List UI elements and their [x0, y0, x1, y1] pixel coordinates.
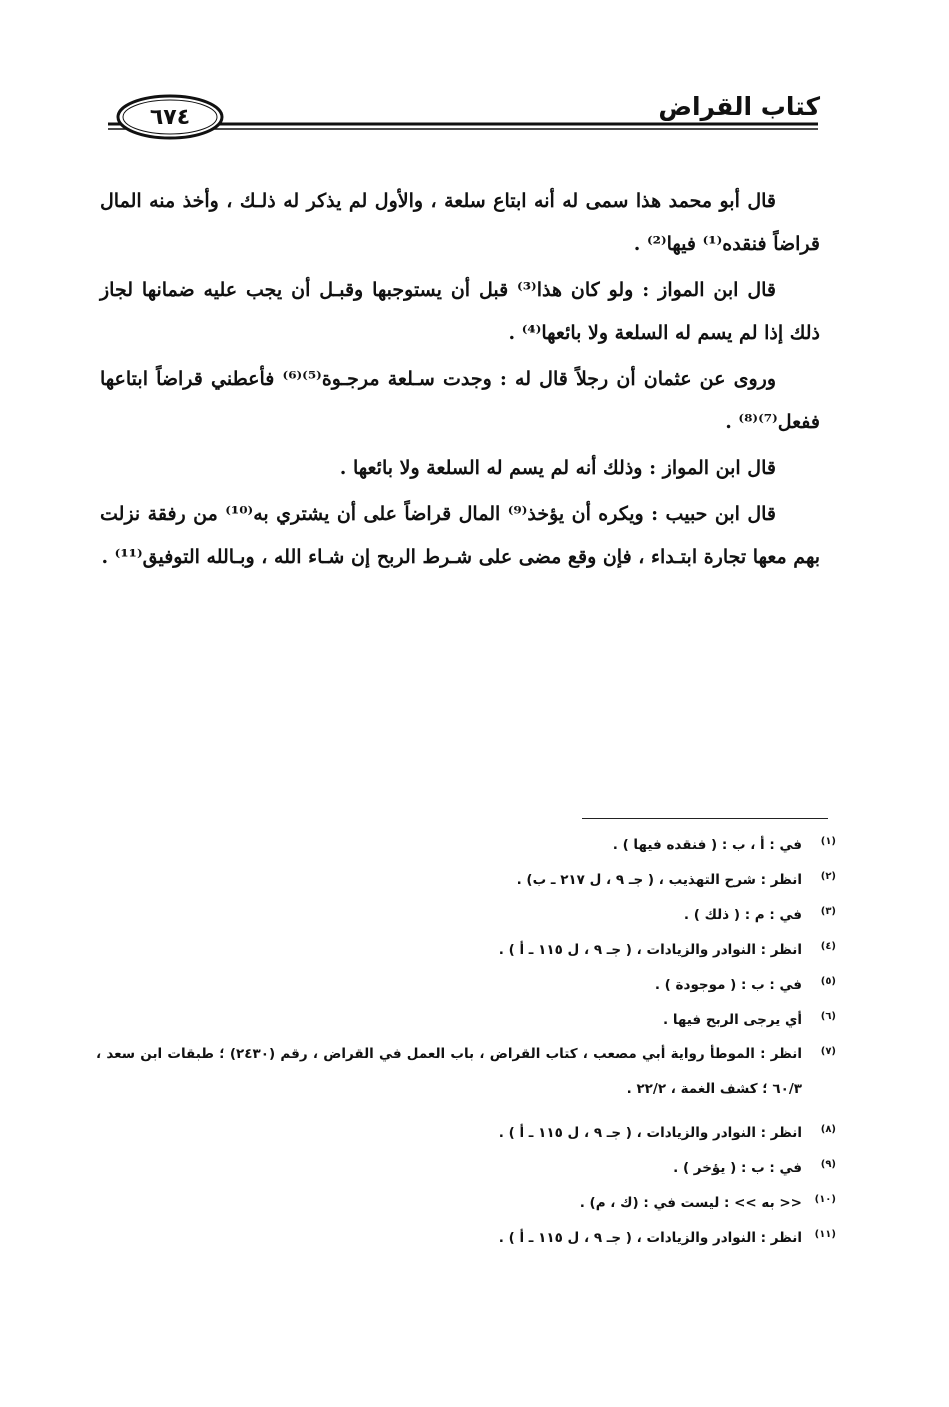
footnote-number: (٦) — [820, 1011, 836, 1022]
footnotes — [96, 836, 836, 1264]
footnote-number: (١١) — [814, 1229, 836, 1240]
footnote-text: في : م : ( ذلك ) . — [683, 907, 802, 923]
footnote-separator — [582, 818, 828, 819]
footnote-text: انظر : النوادر والزيادات ، ( جـ ٩ ، ل ١١٥ ـ أ ) . — [498, 1125, 802, 1141]
footnote-text: أي يرجى الربح فيها . — [662, 1012, 802, 1028]
footnote — [96, 906, 836, 924]
footnote — [96, 836, 836, 854]
paragraph: قال ابن المواز : وذلك أنه لم يسم له السلعة ولا بائعها . — [339, 457, 776, 479]
footnote — [96, 1229, 836, 1247]
book-title: كتاب القراض — [658, 92, 820, 121]
footnote-number: (٩) — [820, 1159, 836, 1170]
footnote-text: انظر : النوادر والزيادات ، ( جـ ٩ ، ل ١١٥ ـ أ ) . — [498, 942, 802, 958]
footnote-number: (١٠) — [814, 1194, 836, 1205]
footnote-text: انظر : الموطأ رواية أبي مصعب ، كتاب القراض ، باب العمل في القراض ، رقم (٢٤٣٠) ؛ طبقات ابن سعد ، ٦٠/٣ ؛ كشف الغمة ، ٢٢/٢ . — [96, 1046, 802, 1097]
page-header — [100, 88, 820, 168]
footnote-number: (٤) — [820, 941, 836, 952]
main-text — [100, 180, 820, 582]
footnote-text: في : ب : ( يؤخر ) . — [673, 1160, 802, 1176]
footnote-number: (٢) — [820, 871, 836, 882]
footnote-text: انظر : شرح التهذيب ، ( جـ ٩ ، ل ٢١٧ ـ ب) . — [516, 872, 802, 888]
footnote-number: (٥) — [820, 976, 836, 987]
footnote — [96, 1124, 836, 1142]
footnote-text: << به >> : ليست في : (ك ، م) . — [579, 1195, 802, 1211]
footnote — [96, 1194, 836, 1212]
footnote — [96, 1159, 836, 1177]
footnote-text: انظر : النوادر والزيادات ، ( جـ ٩ ، ل ١١٥ ـ أ ) . — [498, 1230, 802, 1246]
footnote — [96, 1046, 836, 1107]
footnote-text: في : أ ، ب : ( فنقده فيها ) . — [612, 837, 802, 853]
footnote — [96, 871, 836, 889]
page-number: ٦٧٤ — [149, 104, 191, 130]
footnote — [96, 976, 836, 994]
paragraph: قال أبو محمد هذا سمى له أنه ابتاع سلعة ، والأول لم يذكر له ذلـك ، وأخذ منه المال قراضاً فنقده⁽¹⁾ فيها⁽²⁾ . — [100, 190, 820, 255]
footnote-number: (٣) — [820, 906, 836, 917]
paragraph: وروى عن عثمان أن رجلاً قال له : وجدت سـلعة مرجـوة⁽⁵⁾⁽⁶⁾ فأعطني قراضاً ابتاعها ففعل⁽⁷⁾⁽⁸⁾ . — [100, 368, 820, 433]
footnote-text: في : ب : ( موجودة ) . — [654, 977, 802, 993]
footnote — [96, 941, 836, 959]
footnote-number: (٧) — [820, 1046, 836, 1057]
footnote-number: (٨) — [820, 1124, 836, 1135]
paragraph: قال ابن حبيب : ويكره أن يؤخذ⁽⁹⁾ المال قراضاً على أن يشتري به⁽¹⁰⁾ من رفقة نزلت بهم معها تجارة ابتـداء ، فإن وقع مضى على شـرط الربح إن شـاء الله ، وبـالله التوفيق⁽¹¹⁾ . — [100, 503, 820, 568]
footnote-number: (١) — [820, 836, 836, 847]
footnote — [96, 1011, 836, 1029]
paragraph: قال ابن المواز : ولو كان هذا⁽³⁾ قبل أن يستوجبها وقبـل أن يجب عليه ضمانها لجاز ذلك إذا لم يسم له السلعة ولا بائعها⁽⁴⁾ . — [100, 279, 820, 344]
